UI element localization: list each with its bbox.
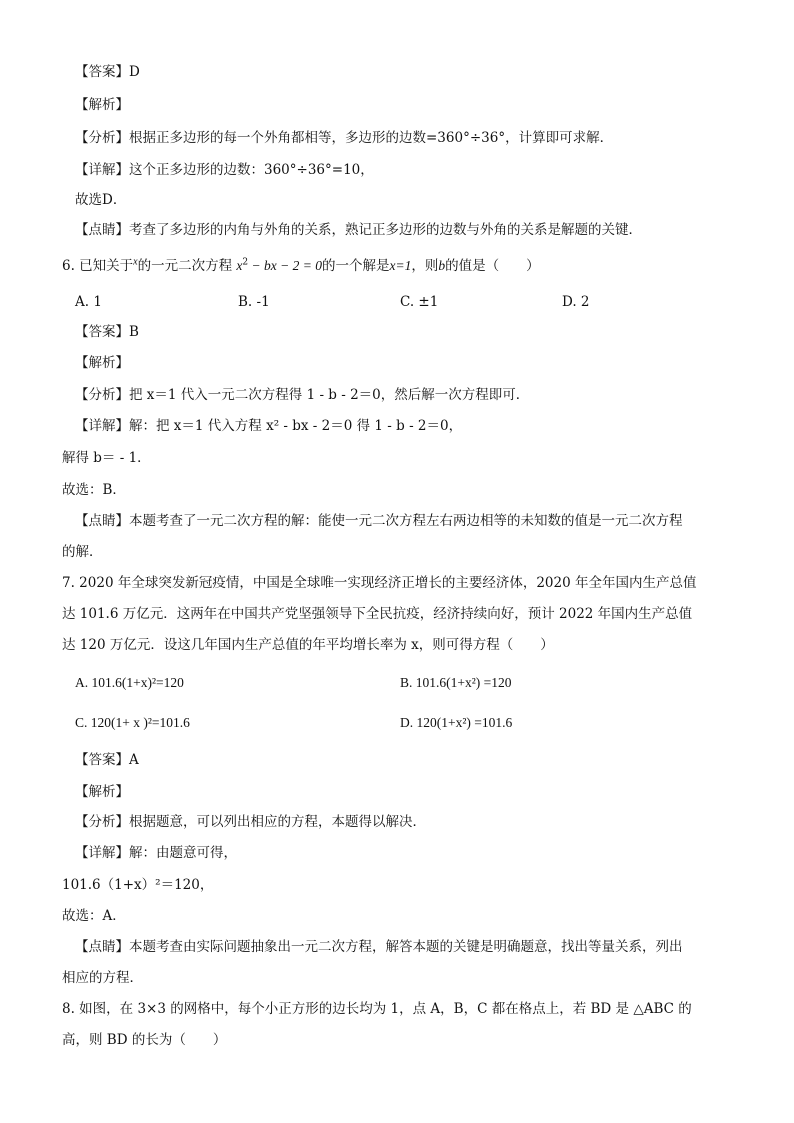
equation-line: 101.6（1+x）²＝120，: [62, 877, 214, 893]
comment-text: 【点睛】本题考查由实际问题抽象出一元二次方程，解答本题的关键是明确题意，找出等量关系，列出: [75, 939, 683, 955]
comment-text: 【点睛】本题考查了一元二次方程的解：能使一元二次方程左右两边相等的未知数的值是一元二次方程: [75, 513, 683, 529]
analysis-text: 【分析】根据题意，可以列出相应的方程，本题得以解决．: [75, 814, 426, 830]
comment-text-cont: 相应的方程．: [62, 970, 143, 986]
comment-text-cont: 的解．: [62, 544, 103, 560]
question-7-stem-line-2: 达 101.6 万亿元．这两年在中国共产党坚强领导下全民抗疫，经济持续向好，预计 2022 年国内生产总值: [62, 606, 693, 622]
option-c: C. 120(1+ x )²=101.6: [75, 715, 190, 730]
detail-text: 【详解】解：由题意可得，: [75, 845, 237, 861]
answer-label: 【答案】D: [75, 64, 140, 80]
question-7-stem-line-1: 7. 2020 年全球突发新冠疫情，中国是全球唯一实现经济正增长的主要经济体，2020 年全年国内生产总值: [62, 575, 697, 591]
question-6-stem: 6. 已知关于$^x$的一元二次方程 $x^2$ − bx − 2 = 0的一个解是x=1，则b的值是（ ）: [62, 256, 540, 274]
question-8-stem-line-1: 8. 如图，在 3×3 的网格中，每个小正方形的边长均为 1，点 A，B，C 都在格点上，若 BD 是 △ABC 的: [62, 1001, 692, 1017]
analysis-text: 【分析】根据正多边形的每一个外角都相等，多边形的边数=360°÷36°，计算即可求解．: [75, 130, 614, 146]
answer-label: 【答案】A: [75, 752, 139, 768]
solution-line: 解得 b＝ - 1．: [62, 450, 151, 466]
question-8-stem-line-2: 高，则 BD 的长为（ ）: [62, 1032, 227, 1048]
option-d: D. 120(1+x²) =101.6: [400, 715, 513, 730]
analysis-heading: 【解析】: [75, 97, 129, 113]
answer-label: 【答案】B: [75, 324, 139, 340]
option-c: C. ±1: [400, 294, 439, 310]
choice-line: 故选：B．: [62, 482, 126, 498]
question-7-stem-line-3: 达 120 万亿元．设这几年国内生产总值的年平均增长率为 x，则可得方程（ ）: [62, 637, 554, 653]
detail-text: 【详解】这个正多边形的边数：360°÷36°=10，: [75, 162, 374, 178]
comment-text: 【点睛】考查了多边形的内角与外角的关系，熟记正多边形的边数与外角的关系是解题的关键．: [75, 222, 642, 238]
option-a: A. 101.6(1+x)²=120: [75, 675, 184, 690]
choice-line: 故选：A．: [62, 908, 126, 924]
option-d: D. 2: [562, 294, 590, 310]
option-b: B. -1: [238, 294, 270, 310]
analysis-text: 【分析】把 x＝1 代入一元二次方程得 1 - b - 2＝0，然后解一次方程即可．: [75, 387, 530, 403]
analysis-heading: 【解析】: [75, 784, 129, 800]
detail-text: 【详解】解：把 x＝1 代入方程 x² - bx - 2＝0 得 1 - b - 2＝0，: [75, 418, 463, 434]
option-b: B. 101.6(1+x²) =120: [400, 675, 512, 690]
choice-line: 故选D．: [75, 192, 127, 208]
analysis-heading: 【解析】: [75, 355, 129, 371]
option-a: A. 1: [75, 294, 102, 310]
